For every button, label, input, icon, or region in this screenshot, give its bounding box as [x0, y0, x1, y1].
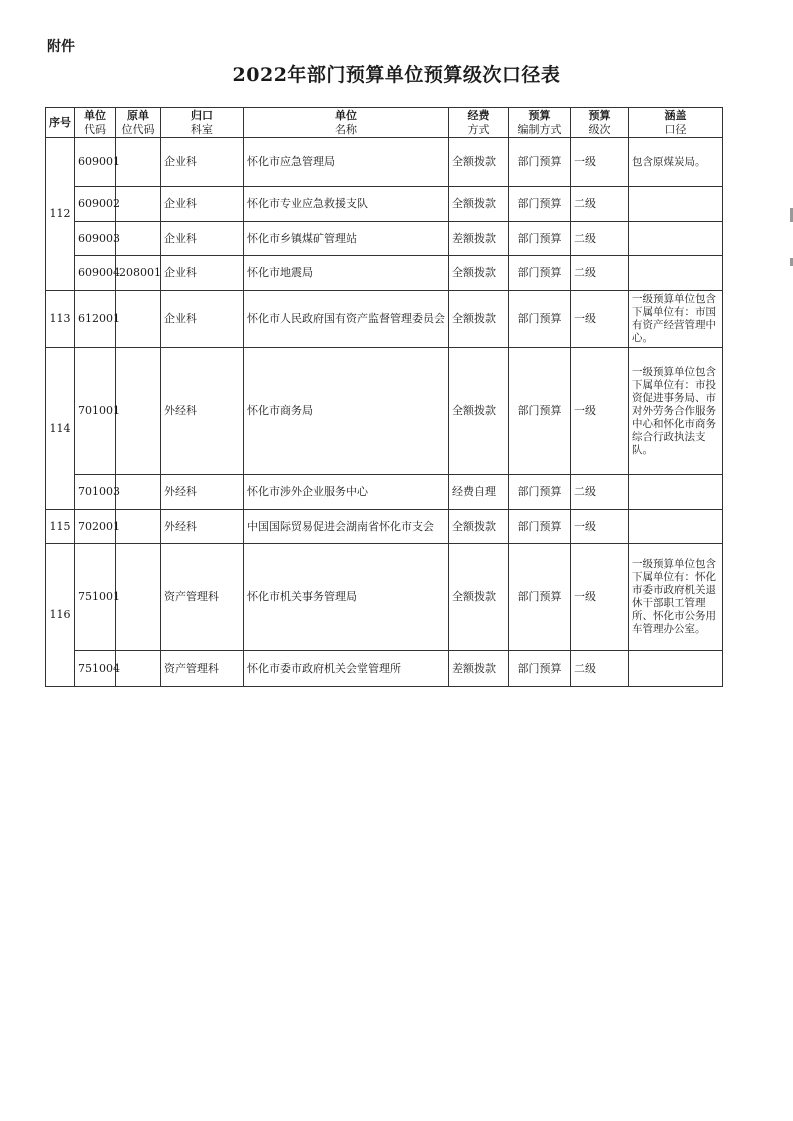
unit-name-cell: 怀化市商务局: [244, 348, 449, 475]
unit-name-cell: 中国国际贸易促进会湖南省怀化市支会: [244, 510, 449, 544]
method-cell: 部门预算: [509, 291, 571, 348]
orig-code-cell: [116, 651, 161, 687]
funding-cell: 全额拨款: [449, 510, 509, 544]
header-funding: 经费 方式: [449, 108, 509, 138]
funding-cell: 全额拨款: [449, 187, 509, 222]
unit-code-cell: 751004: [75, 651, 116, 687]
seq-cell: 115: [46, 510, 75, 544]
unit-name-cell: 怀化市乡镇煤矿管理站: [244, 222, 449, 256]
level-cell: 一级: [571, 544, 629, 651]
unit-code-cell: 609004: [75, 256, 116, 291]
method-cell: 部门预算: [509, 222, 571, 256]
unit-code-cell: 609001: [75, 138, 116, 187]
scope-cell: [629, 510, 723, 544]
method-cell: 部门预算: [509, 510, 571, 544]
level-cell: 二级: [571, 222, 629, 256]
level-cell: 一级: [571, 348, 629, 475]
table-row: [46, 291, 723, 348]
unit-code-cell: 612001: [75, 291, 116, 348]
unit-code-cell: 609002: [75, 187, 116, 222]
budget-level-table: [45, 107, 723, 687]
unit-code-cell: 701003: [75, 475, 116, 510]
seq-cell: 116: [46, 544, 75, 687]
header-orig-code: 原单 位代码: [116, 108, 161, 138]
dept-cell: 企业科: [161, 291, 244, 348]
dept-cell: 企业科: [161, 187, 244, 222]
method-cell: 部门预算: [509, 187, 571, 222]
orig-code-cell: [116, 222, 161, 256]
scope-cell: [629, 651, 723, 687]
scope-cell: 包含原煤炭局。: [629, 138, 723, 187]
scope-cell: [629, 222, 723, 256]
funding-cell: 全额拨款: [449, 544, 509, 651]
method-cell: 部门预算: [509, 651, 571, 687]
scope-cell: [629, 256, 723, 291]
document-title: 2022年部门预算单位预算级次口径表: [232, 64, 561, 86]
method-cell: 部门预算: [509, 138, 571, 187]
unit-code-cell: 751001: [75, 544, 116, 651]
table-row: [46, 510, 723, 544]
header-method: 预算 编制方式: [509, 108, 571, 138]
unit-name-cell: 怀化市委市政府机关会堂管理所: [244, 651, 449, 687]
header-seq: 序号: [46, 108, 75, 138]
method-cell: 部门预算: [509, 544, 571, 651]
scope-cell: [629, 187, 723, 222]
orig-code-cell: [116, 138, 161, 187]
seq-cell: 112: [46, 138, 75, 291]
orig-code-cell: 208001: [116, 256, 161, 291]
table-row: [46, 138, 723, 187]
level-cell: 一级: [571, 510, 629, 544]
orig-code-cell: [116, 544, 161, 651]
dept-cell: 外经科: [161, 510, 244, 544]
table-header-row: [46, 108, 723, 138]
dept-cell: 资产管理科: [161, 651, 244, 687]
funding-cell: 差额拨款: [449, 222, 509, 256]
table-row: [46, 544, 723, 651]
table-row: [46, 651, 723, 687]
unit-name-cell: 怀化市地震局: [244, 256, 449, 291]
method-cell: 部门预算: [509, 475, 571, 510]
table-row: [46, 475, 723, 510]
level-cell: 二级: [571, 651, 629, 687]
funding-cell: 经费自理: [449, 475, 509, 510]
dept-cell: 外经科: [161, 348, 244, 475]
funding-cell: 全额拨款: [449, 291, 509, 348]
orig-code-cell: [116, 475, 161, 510]
dept-cell: 企业科: [161, 138, 244, 187]
unit-name-cell: 怀化市机关事务管理局: [244, 544, 449, 651]
header-level: 预算 级次: [571, 108, 629, 138]
dept-cell: 资产管理科: [161, 544, 244, 651]
unit-name-cell: 怀化市专业应急救援支队: [244, 187, 449, 222]
unit-code-cell: 701001: [75, 348, 116, 475]
unit-code-cell: 702001: [75, 510, 116, 544]
scope-cell: 一级预算单位包含下属单位有：市投资促进事务局、市对外劳务合作服务中心和怀化市商务综合行政执法支队。: [629, 348, 723, 475]
orig-code-cell: [116, 291, 161, 348]
header-unit-name: 单位 名称: [244, 108, 449, 138]
unit-code-cell: 609003: [75, 222, 116, 256]
table-row: [46, 187, 723, 222]
funding-cell: 全额拨款: [449, 348, 509, 475]
level-cell: 二级: [571, 187, 629, 222]
header-dept: 归口 科室: [161, 108, 244, 138]
header-unit-code: 单位 代码: [75, 108, 116, 138]
dept-cell: 企业科: [161, 256, 244, 291]
dept-cell: 企业科: [161, 222, 244, 256]
attachment-label: 附件: [47, 39, 75, 55]
method-cell: 部门预算: [509, 256, 571, 291]
scope-cell: [629, 475, 723, 510]
table-row: [46, 348, 723, 475]
scope-cell: 一级预算单位包含下属单位有：市国有资产经营管理中心。: [629, 291, 723, 348]
table-row: [46, 256, 723, 291]
level-cell: 二级: [571, 475, 629, 510]
seq-cell: 114: [46, 348, 75, 510]
unit-name-cell: 怀化市人民政府国有资产监督管理委员会: [244, 291, 449, 348]
unit-name-cell: 怀化市应急管理局: [244, 138, 449, 187]
unit-name-cell: 怀化市涉外企业服务中心: [244, 475, 449, 510]
scope-cell: 一级预算单位包含下属单位有：怀化市委市政府机关退休干部职工管理所、怀化市公务用车管理办公室。: [629, 544, 723, 651]
header-scope: 涵盖 口径: [629, 108, 723, 138]
dept-cell: 外经科: [161, 475, 244, 510]
funding-cell: 全额拨款: [449, 256, 509, 291]
orig-code-cell: [116, 187, 161, 222]
table-row: [46, 222, 723, 256]
orig-code-cell: [116, 510, 161, 544]
level-cell: 一级: [571, 138, 629, 187]
level-cell: 一级: [571, 291, 629, 348]
level-cell: 二级: [571, 256, 629, 291]
funding-cell: 差额拨款: [449, 651, 509, 687]
funding-cell: 全额拨款: [449, 138, 509, 187]
seq-cell: 113: [46, 291, 75, 348]
method-cell: 部门预算: [509, 348, 571, 475]
orig-code-cell: [116, 348, 161, 475]
